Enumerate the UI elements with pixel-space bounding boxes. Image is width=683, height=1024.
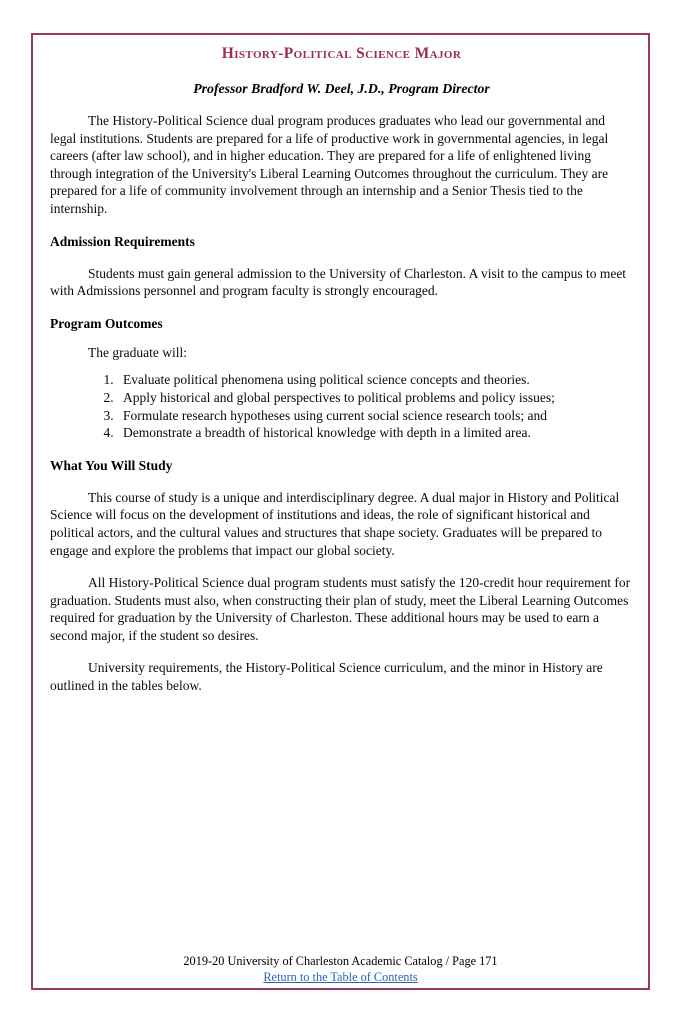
study-paragraph-1: This course of study is a unique and interdisciplinary degree. A dual major in History and Political Science will focus on the development of institutions and ideas, the role of significant historical and political actors, and the cultural values and structures that shape society. Graduates will be prepared to engage and explore the problems that impact our global society. (50, 489, 620, 558)
catalog-page-line: 2019-20 University of Charleston Academic Catalog / Page 171 (183, 954, 498, 968)
admission-paragraph: Students must gain general admission to the University of Charleston. A visit to the campus to meet with Admissions personnel and program faculty is strongly encouraged. (50, 265, 627, 299)
intro-paragraph: The History-Political Science dual program produces graduates who lead our governmental and legal institutions. Students are prepared for a life of productive work in governmental agencies, in legal careers (after law school), and in higher education. They are prepared for a life of enlightened living through integration of the University's Liberal Learning Outcomes throughout the curriculum. They are prepared for a life of community involvement through an internship and a Senior Thesis tied to the internship. (50, 113, 609, 216)
list-item: 2. Apply historical and global perspectives to political problems and policy issues; (117, 389, 633, 407)
program-outcomes-lead: The graduate will: (88, 344, 187, 360)
list-item: 4. Demonstrate a breadth of historical knowledge with depth in a limited area. (117, 424, 633, 442)
program-outcomes-list (90, 371, 633, 441)
return-to-toc-link[interactable]: Return to the Table of Contents (263, 969, 418, 984)
list-item: 3. Formulate research hypotheses using current social science research tools; and (117, 407, 633, 425)
page-border-frame (31, 33, 650, 990)
page-content (50, 45, 633, 695)
heading-what-you-will-study: What You Will Study (50, 457, 173, 473)
program-director-subtitle: Professor Bradford W. Deel, J.D., Program Director (193, 81, 490, 96)
page-title: History-Political Science Major (221, 45, 462, 62)
study-paragraph-3: University requirements, the History-Political Science curriculum, and the minor in History are outlined in the tables below. (50, 660, 603, 694)
page-footer (33, 954, 648, 985)
heading-program-outcomes: Program Outcomes (50, 315, 163, 331)
study-paragraph-2: All History-Political Science dual program students must satisfy the 120-credit hour requirement for graduation. Students must also, when constructing their plan of study, meet the Liberal Learning Outcomes required for graduation by the University of Charleston. These additional hours may be used to earn a second major, if the student so desires. (50, 575, 631, 643)
heading-admission-requirements: Admission Requirements (50, 233, 195, 249)
list-item: 1. Evaluate political phenomena using political science concepts and theories. (117, 371, 633, 389)
